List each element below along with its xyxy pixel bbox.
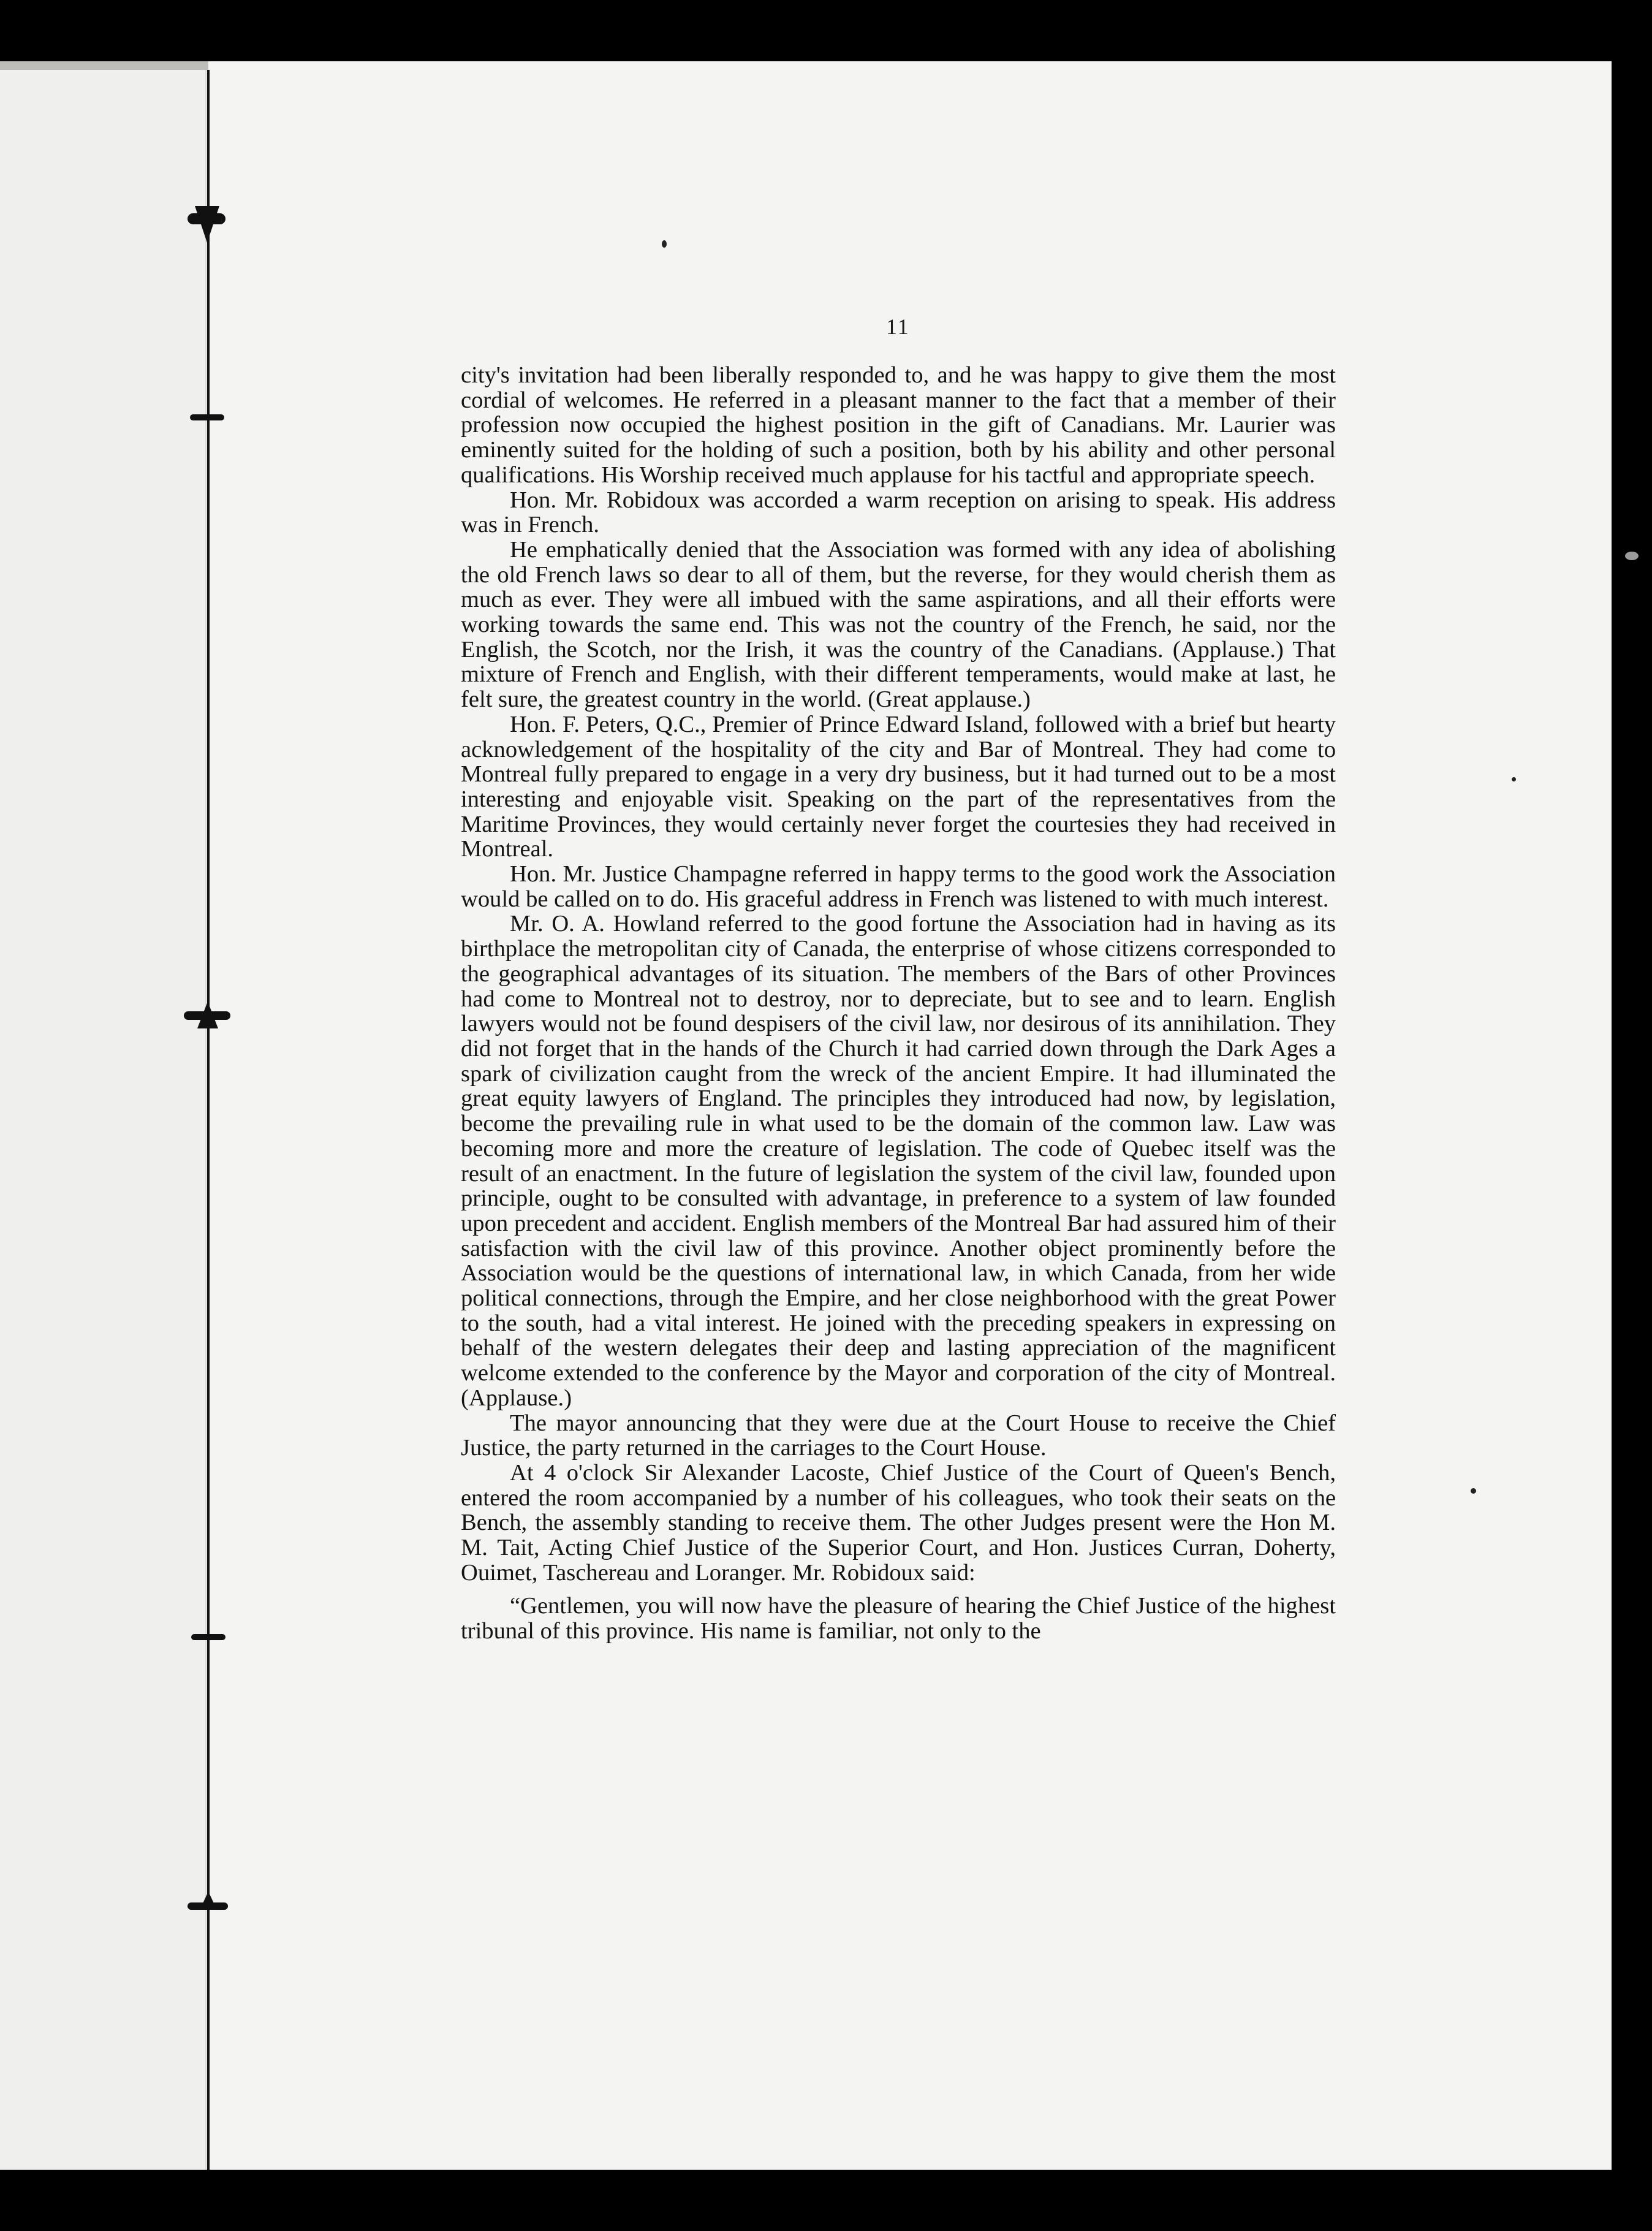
- binding-stitch-mark: [190, 414, 224, 420]
- paragraph: Hon. Mr. Robidoux was accorded a warm reception on arising to speak. His address was in French.: [461, 487, 1336, 538]
- binding-stitch-mark: [191, 1634, 225, 1640]
- paragraph: He emphatically denied that the Association was formed with any idea of abolishing the old French laws so dear to all of them, but the reverse, for they would cherish them as much as ever. They were all imbued with the same aspirations, and all their efforts were working towards the same end. This was not the country of the French, he said, nor the English, the Scotch, nor the Irish, it was the country of the Canadians. (Applause.) That mixture of French and English, with their different temperaments, would make at last, he felt sure, the greatest country in the world. (Great applause.): [461, 536, 1336, 713]
- binding-gutter-line: [207, 70, 210, 2170]
- quotation-paragraph: “Gentlemen, you will now have the pleasure of hearing the Chief Justice of the highest tribunal of this province. His name is familiar, not only to the: [461, 1593, 1336, 1644]
- facing-page-edge: [0, 61, 206, 2170]
- paragraph: At 4 o'clock Sir Alexander Lacoste, Chief Justice of the Court of Queen's Bench, entered the room accompanied by a number of his colleagues, who took their seats on the Bench, the assembly standing to receive them. The other Judges present were the Hon M. M. Tait, Acting Chief Justice of the Superior Court, and Hon. Justices Curran, Doherty, Ouimet, Taschereau and Loranger. Mr. Robidoux said:: [461, 1459, 1336, 1586]
- paragraph: Hon. Mr. Justice Champagne referred in happy terms to the good work the Association would be called on to do. His graceful address in French was listened to with much interest.: [461, 861, 1336, 912]
- page-number: 11: [886, 314, 910, 339]
- paragraph: Mr. O. A. Howland referred to the good fortune the Association had in having as its birthplace the metropolitan city of Canada, the enterprise of whose citizens corresponded to the geographical advantages of its situation. The members of the Bars of other Provinces had come to Montreal not to destroy, nor to depreciate, but to see and to learn. English lawyers would not be found despisers of the civil law, nor desirous of its annihilation. They did not forget that in the hands of the Church it had carried down through the Dark Ages a spark of civilization caught from the wreck of the ancient Empire. It had illuminated the great equity lawyers of England. The principles they introduced had now, by legislation, become the prevailing rule in what used to be the domain of the common law. Law was becoming more and more the creature of legislation. The code of Quebec itself was the result of an enactment. In the future of legislation the system of the civil law, founded upon principle, ought to be consulted with advantage, in preference to a system of law founded upon precedent and accident. English members of the Montreal Bar had assured him of their satisfaction with the civil law of this province. Another object prominently before the Association would be the questions of international law, in which Canada, from her wide political connections, through the Empire, and her close neighborhood with the great Power to the south, had a vital interest. He joined with the preceding speakers in expressing on behalf of the western delegates their deep and lasting appreciation of the magnificent welcome extended to the conference by the Mayor and corporation of the city of Montreal. (Applause.): [461, 911, 1336, 1411]
- scan-speck: [1512, 777, 1516, 781]
- paragraph: The mayor announcing that they were due at the Court House to receive the Chief Justice, the party returned in the carriages to the Court House.: [461, 1410, 1336, 1461]
- scan-speck: [1625, 552, 1639, 560]
- page-body-text: [461, 363, 1336, 1644]
- scan-speck: [1471, 1488, 1476, 1494]
- scan-speck: [662, 240, 667, 248]
- paragraph: Hon. F. Peters, Q.C., Premier of Prince Edward Island, followed with a brief but hearty acknowledgement of the hospitality of the city and Bar of Montreal. They had come to Montreal fully prepared to engage in a very dry business, but it had turned out to be a most interesting and enjoyable visit. Speaking on the part of the representatives from the Maritime Provinces, they would certainly never forget the courtesies they had received in Montreal.: [461, 711, 1336, 862]
- paragraph: city's invitation had been liberally responded to, and he was happy to give them the most cordial of welcomes. He referred in a pleasant manner to the fact that a member of their profession now occupied the highest position in the gift of Canadians. Mr. Laurier was eminently suited for the holding of such a position, both by his ability and other personal qualifications. His Worship received much applause for his tactful and appropriate speech.: [461, 362, 1336, 488]
- page-top-edge: [0, 61, 208, 70]
